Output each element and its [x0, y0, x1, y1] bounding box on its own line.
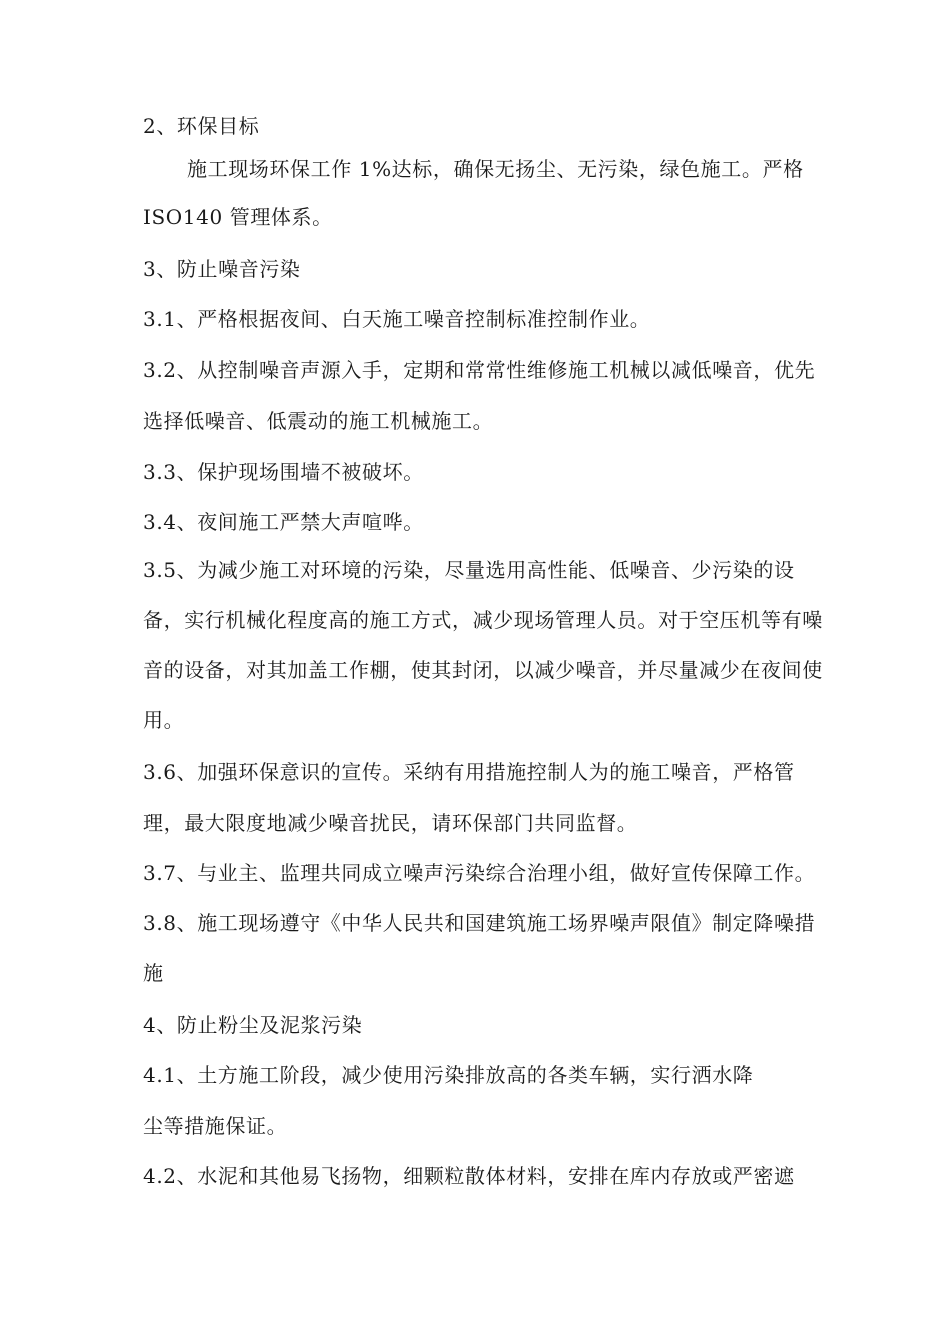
- paragraph-line: 4.1、土方施工阶段，减少使用污染排放高的各类车辆，实行洒水降: [143, 1063, 754, 1087]
- paragraph-line: 施工现场环保工作 1%达标，确保无扬尘、无污染，绿色施工。严格: [187, 157, 804, 181]
- paragraph-line: 3.1、严格根据夜间、白天施工噪音控制标准控制作业。: [143, 307, 651, 331]
- heading-environmental-goal: 2、环保目标: [143, 114, 260, 138]
- paragraph-line: 4.2、水泥和其他易飞扬物，细颗粒散体材料，安排在库内存放或严密遮: [143, 1164, 795, 1188]
- paragraph-line: 3.3、保护现场围墙不被破坏。: [143, 460, 424, 484]
- heading-dust-mud-pollution: 4、防止粉尘及泥浆污染: [143, 1013, 363, 1037]
- paragraph-line: 选择低噪音、低震动的施工机械施工。: [143, 409, 494, 433]
- paragraph-line: 3.2、从控制噪音声源入手，定期和常常性维修施工机械以减低噪音，优先: [143, 358, 816, 382]
- paragraph-line: 用。: [143, 708, 185, 732]
- paragraph-line: 理，最大限度地减少噪音扰民，请环保部门共同监督。: [143, 811, 638, 835]
- paragraph-line: 3.5、为减少施工对环境的污染，尽量选用高性能、低噪音、少污染的设: [143, 558, 795, 582]
- paragraph-line: 备，实行机械化程度高的施工方式，减少现场管理人员。对于空压机等有噪: [143, 608, 823, 632]
- paragraph-line: 3.4、夜间施工严禁大声喧哗。: [143, 510, 424, 534]
- heading-noise-pollution: 3、防止噪音污染: [143, 257, 301, 281]
- paragraph-line: 3.6、加强环保意识的宣传。采纳有用措施控制人为的施工噪音，严格管: [143, 760, 795, 784]
- paragraph-line: 3.7、与业主、监理共同成立噪声污染综合治理小组，做好宣传保障工作。: [143, 861, 816, 885]
- paragraph-line: 3.8、施工现场遵守《中华人民共和国建筑施工场界噪声限值》制定降噪措: [143, 911, 816, 935]
- paragraph-line: ISO140 管理体系。: [143, 205, 333, 229]
- paragraph-line: 施: [143, 961, 164, 985]
- paragraph-line: 音的设备，对其加盖工作棚，使其封闭，以减少噪音，并尽量减少在夜间使: [143, 658, 823, 682]
- paragraph-line: 尘等措施保证。: [143, 1114, 288, 1138]
